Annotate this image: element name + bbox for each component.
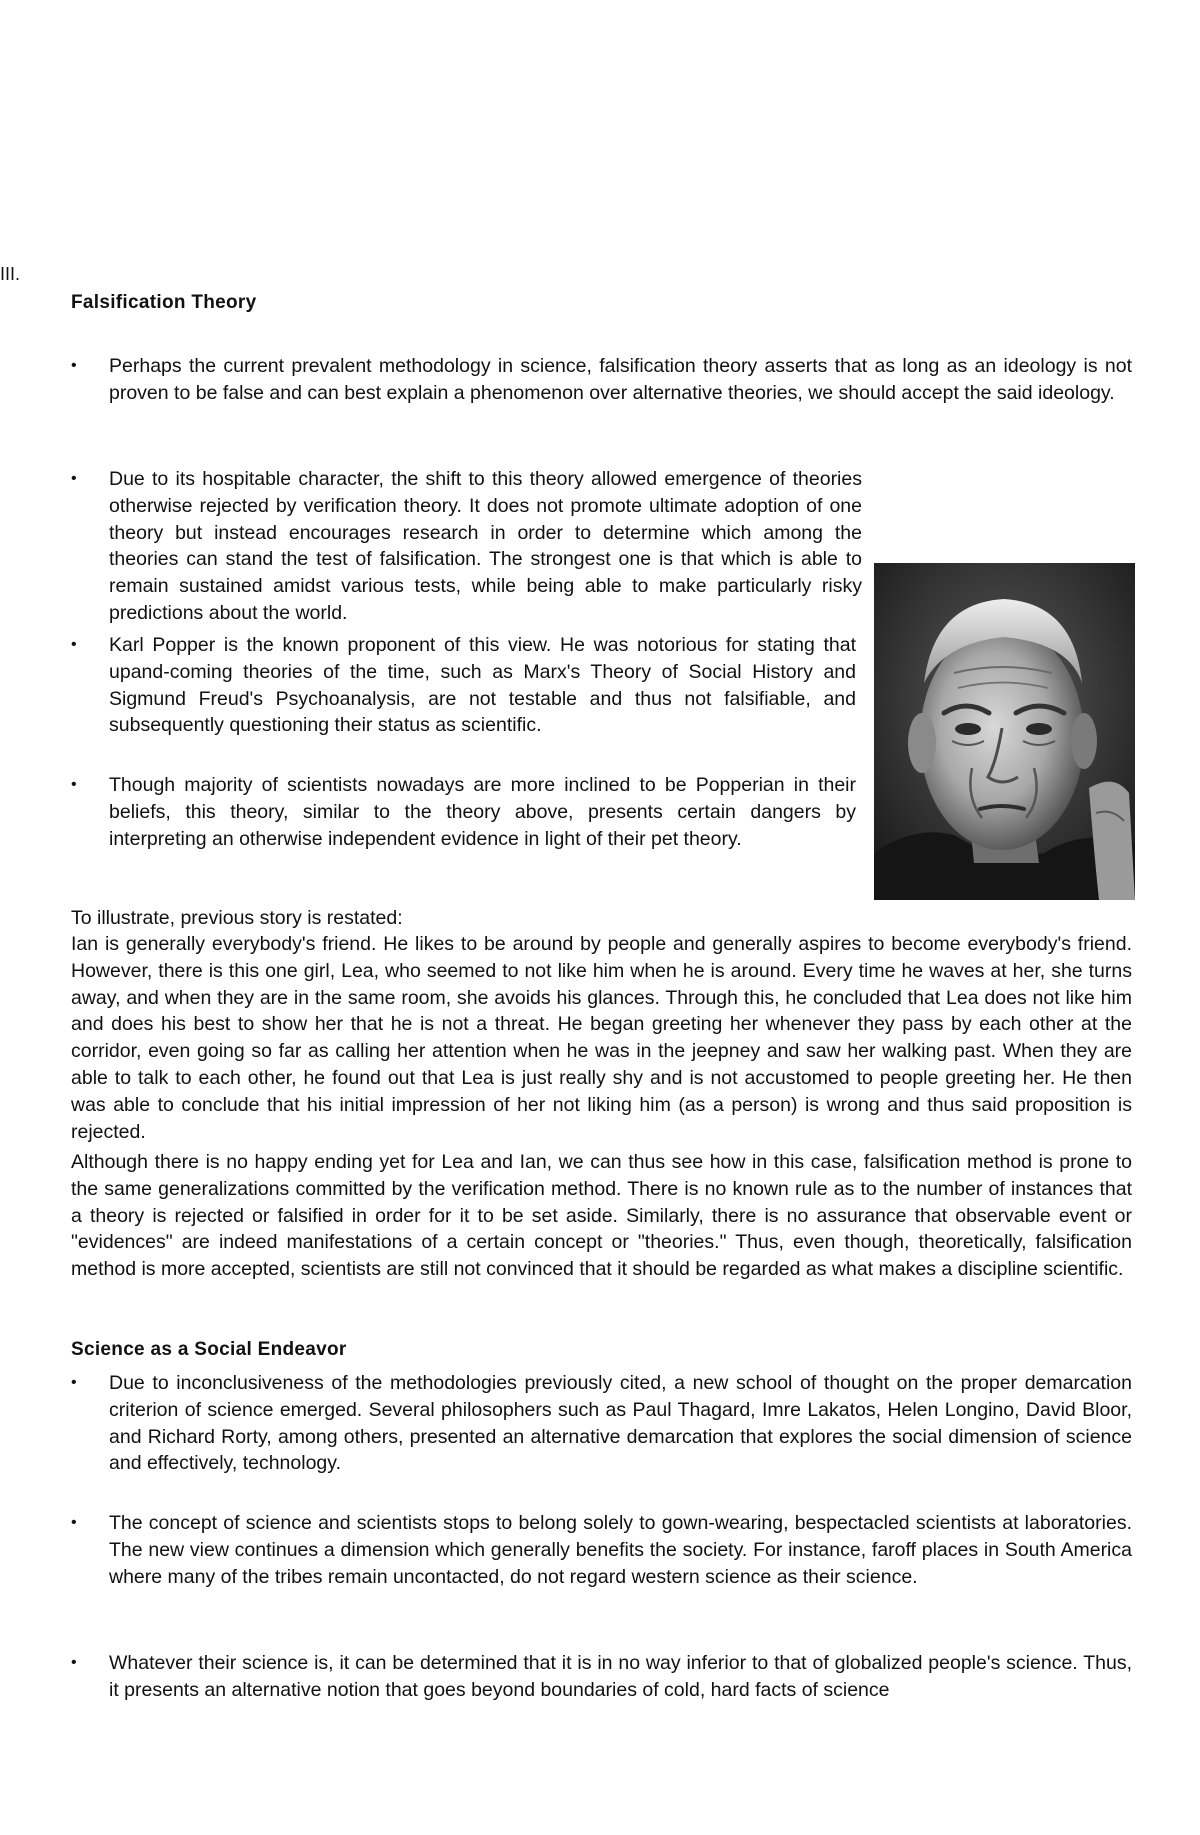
karl-popper-portrait-image [874,563,1135,900]
falsification-bullet-3 [71,632,856,739]
conclusion-paragraph: Although there is no happy ending yet for Lea and Ian, we can thus see how in this case, falsification method is prone to the same generalizations committed by the verification method. There is no known rule as to the number of instances that a theory is rejected or falsified in order for it to be set aside. Similarly, there is no assurance that observable event or "evidences" are indeed manifestations of a certain concept or "theories." Thus, even though, theoretically, falsification method is more accepted, scientists are still not convinced that it should be regarded as what makes a discipline scientific. [71,1151,1132,1281]
falsification-bullet-1 [71,353,1132,407]
social-bullet-3 [71,1650,1132,1704]
falsification-bullet-4 [71,772,856,852]
story-paragraph: Ian is generally everybody's friend. He likes to be around by people and generally aspires to become everybody's friend. However, there is this one girl, Lea, who seemed to not like him when he is around. Every time he waves at her, she turns away, and when they are in the same room, she avoids his glances. Through this, he concluded that Lea does not like him and does his best to show her that he is not a threat. He began greeting her whenever they pass by each other at the corridor, even going so far as calling her attention when he was in the jeepney and saw her walking past. When they are able to talk to each other, he found out that Lea is just really shy and is not accustomed to people greeting her. He then was able to conclude that his initial impression of her not liking him (as a person) is wrong and thus said proposition is rejected. [71,933,1132,1143]
bullet-icon: • [71,470,77,487]
bullet-text: The concept of science and scientists stops to belong solely to gown-wearing, bespectacled scientists at laboratories. The new view continues a dimension which generally benefits the society. For instance, faroff places in South America where many of the tribes remain uncontacted, do not regard western science as their science. [109,1512,1132,1588]
social-bullet-1 [71,1370,1132,1477]
bullet-text: Perhaps the current prevalent methodology in science, falsification theory asserts that as long as an ideology is not proven to be false and can best explain a phenomenon over alternative theories, we should accept the said ideology. [109,355,1132,404]
heading-science-social-endeavor: Science as a Social Endeavor [71,1339,347,1360]
bullet-text: Karl Popper is the known proponent of this view. He was notorious for stating that upand-coming theories of the time, such as Marx's Theory of Social History and Sigmund Freud's Psychoanalysis, are not testable and thus not falsifiable, and subsequently questioning their status as scientific. [109,634,856,737]
heading-falsification-theory: Falsification Theory [71,292,257,313]
social-bullet-2 [71,1510,1132,1590]
bullet-icon: • [71,1514,77,1531]
bullet-text: Due to inconclusiveness of the methodologies previously cited, a new school of thought on the proper demarcation criterion of science emerged. Several philosophers such as Paul Thagard, Imre Lakatos, Helen Longino, David Bloor, and Richard Rorty, among others, presented an alternative demarcation that explores the social dimension of science and effectively, technology. [109,1372,1132,1475]
bullet-text-content: Due to its hospitable character, the shift to this theory allowed emergence of theories otherwise rejected by verification theory. It does not promote ultimate adoption of one theory but instead encourages research in order to determine which among the theories can stand the test of falsification. The strongest one is that which is able to remain sustained amidst various tests, while being able to make particularly risky predictions about the world. [109,468,862,624]
bullet-icon: • [71,357,77,374]
illustrate-intro: To illustrate, previous story is restated: [71,907,403,929]
bullet-icon: • [71,776,77,793]
bullet-text: Whatever their science is, it can be determined that it is in no way inferior to that of globalized people's science. Thus, it presents an alternative notion that goes beyond boundaries of cold, hard facts of science [109,1652,1132,1701]
bullet-icon: • [71,1374,77,1391]
bullet-icon: • [71,636,77,653]
bullet-icon: • [71,1654,77,1671]
section-number: III. [0,264,21,284]
bullet-text: Though majority of scientists nowadays are more inclined to be Popperian in their beliefs, this theory, similar to the theory above, presents certain dangers by interpreting an otherwise independent evidence in light of their pet theory. [109,774,856,850]
